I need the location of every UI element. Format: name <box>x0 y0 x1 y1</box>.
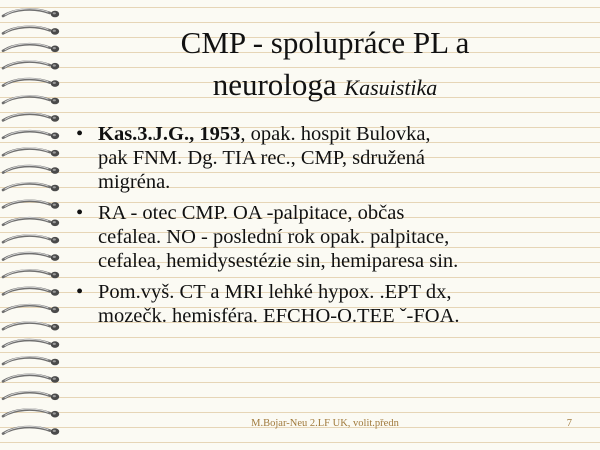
bullet-dot: • <box>76 281 84 303</box>
bullet-line: RA - otec CMP. OA -palpitace, občas <box>98 202 405 224</box>
bullet-dot: • <box>76 202 84 224</box>
spiral-coil <box>3 113 59 121</box>
spiral-coil <box>3 357 59 365</box>
spiral-coil <box>3 96 59 104</box>
spiral-coil <box>3 409 59 417</box>
title-subtitle: Kasuistika <box>344 75 438 100</box>
spiral-coil <box>3 26 59 34</box>
spiral-binding <box>0 0 66 450</box>
bullet-line: cefalea. NO - poslední rok opak. palpitace, <box>98 226 450 248</box>
page-number: 7 <box>566 418 572 429</box>
spiral-coil <box>3 235 59 243</box>
case-id: Kas.3.J.G., 1953 <box>98 123 241 145</box>
bullet-line: mozečk. hemisféra. EFCHO-O.TEE ˇ-FOA. <box>98 305 460 327</box>
spiral-coil <box>3 183 59 191</box>
bullet-line: migréna. <box>98 171 171 193</box>
slide-title <box>70 22 580 109</box>
bullet-line: Kas.3.J.G., 1953, opak. hospit Bulovka, <box>98 123 431 145</box>
spiral-coil <box>3 374 59 382</box>
footer-text: M.Bojar-Neu 2.LF UK, volit.předn <box>251 418 399 429</box>
spiral-coil <box>3 287 59 295</box>
bullet-item <box>76 201 586 273</box>
footer <box>70 418 580 432</box>
bullet-dot: • <box>76 123 84 145</box>
spiral-coil <box>3 339 59 347</box>
spiral-coil <box>3 131 59 139</box>
bullet-line: pak FNM. Dg. TIA rec., CMP, sdružená <box>98 147 426 169</box>
title-line-2: neurologa <box>212 67 337 102</box>
bullet-item <box>76 280 586 328</box>
spiral-coil <box>3 252 59 260</box>
spiral-coil <box>3 270 59 278</box>
spiral-coil <box>3 392 59 400</box>
bullet-list <box>76 122 586 335</box>
spiral-coil <box>3 44 59 52</box>
bullet-line: Pom.vyš. CT a MRI lehké hypox. .EPT dx, <box>98 281 452 303</box>
spiral-coil <box>3 78 59 86</box>
spiral-coil <box>3 426 59 434</box>
spiral-coil <box>3 165 59 173</box>
spiral-coil <box>3 218 59 226</box>
spiral-coil <box>3 61 59 69</box>
spiral-coil <box>3 148 59 156</box>
title-line-1: CMP - spolupráce PL a <box>180 25 470 60</box>
bullet-item <box>76 122 586 194</box>
spiral-coil <box>3 9 59 17</box>
spiral-coil <box>3 305 59 313</box>
spiral-coil <box>3 200 59 208</box>
spiral-coil <box>3 322 59 330</box>
bullet-line: cefalea, hemidysestézie sin, hemiparesa sin. <box>98 250 459 272</box>
